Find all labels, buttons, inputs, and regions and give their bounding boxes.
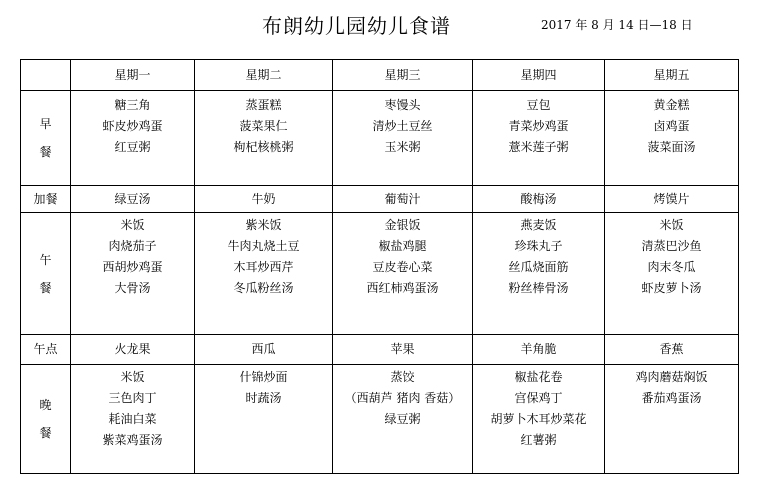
menu-cell: 西瓜: [195, 335, 333, 365]
menu-cell: 米饭 三色肉丁 耗油白菜 紫菜鸡蛋汤: [71, 365, 195, 474]
menu-cell: 烤馍片: [605, 186, 739, 213]
day-header: 星期二: [195, 60, 333, 91]
menu-cell: 金银饭 椒盐鸡腿 豆皮卷心菜 西红柿鸡蛋汤: [333, 213, 473, 335]
meal-row-lunch: [21, 213, 739, 335]
menu-cell: 米饭 清蒸巴沙鱼 肉末冬瓜 虾皮萝卜汤: [605, 213, 739, 335]
menu-cell: 黄金糕 卤鸡蛋 菠菜面汤: [605, 91, 739, 186]
menu-cell: 香蕉: [605, 335, 739, 365]
menu-cell: 米饭 肉烧茄子 西胡炒鸡蛋 大骨汤: [71, 213, 195, 335]
menu-cell: 燕麦饭 珍珠丸子 丝瓜烧面筋 粉丝棒骨汤: [473, 213, 605, 335]
menu-cell: 苹果: [333, 335, 473, 365]
meal-label: 午点: [21, 335, 71, 365]
menu-cell: 葡萄汁: [333, 186, 473, 213]
meal-label: 加餐: [21, 186, 71, 213]
menu-cell: 紫米饭 牛肉丸烧土豆 木耳炒西芹 冬瓜粉丝汤: [195, 213, 333, 335]
header-row: [21, 60, 739, 91]
menu-cell: 豆包 青菜炒鸡蛋 薏米莲子粥: [473, 91, 605, 186]
menu-cell: 火龙果: [71, 335, 195, 365]
day-header: 星期一: [71, 60, 195, 91]
menu-cell: 蒸饺 （西葫芦 猪肉 香菇） 绿豆粥: [333, 365, 473, 474]
menu-table: [20, 59, 739, 474]
meal-label: 早 餐: [21, 91, 71, 186]
menu-cell: 绿豆汤: [71, 186, 195, 213]
menu-cell: 酸梅汤: [473, 186, 605, 213]
menu-cell: 什锦炒面 时蔬汤: [195, 365, 333, 474]
meal-row-dinner: [21, 365, 739, 474]
menu-cell: 牛奶: [195, 186, 333, 213]
day-header: 星期四: [473, 60, 605, 91]
menu-cell: 羊角脆: [473, 335, 605, 365]
meal-row-breakfast: [21, 91, 739, 186]
meal-row-afternoon-snack: [21, 335, 739, 365]
meal-label: 晚 餐: [21, 365, 71, 474]
day-header: 星期三: [333, 60, 473, 91]
meal-label: 午 餐: [21, 213, 71, 335]
page-title: 布朗幼儿园幼儿食谱: [262, 14, 451, 38]
day-header: 星期五: [605, 60, 739, 91]
menu-cell: 糖三角 虾皮炒鸡蛋 红豆粥: [71, 91, 195, 186]
date-range: 2017 年 8 月 14 日—18 日: [541, 18, 693, 32]
menu-cell: 蒸蛋糕 菠菜果仁 枸杞核桃粥: [195, 91, 333, 186]
corner-cell: [21, 60, 71, 91]
menu-cell: 椒盐花卷 宫保鸡丁 胡萝卜木耳炒菜花 红薯粥: [473, 365, 605, 474]
menu-cell: 枣馒头 清炒土豆丝 玉米粥: [333, 91, 473, 186]
menu-cell: 鸡肉蘑菇焖饭 番茄鸡蛋汤: [605, 365, 739, 474]
meal-row-snack: [21, 186, 739, 213]
